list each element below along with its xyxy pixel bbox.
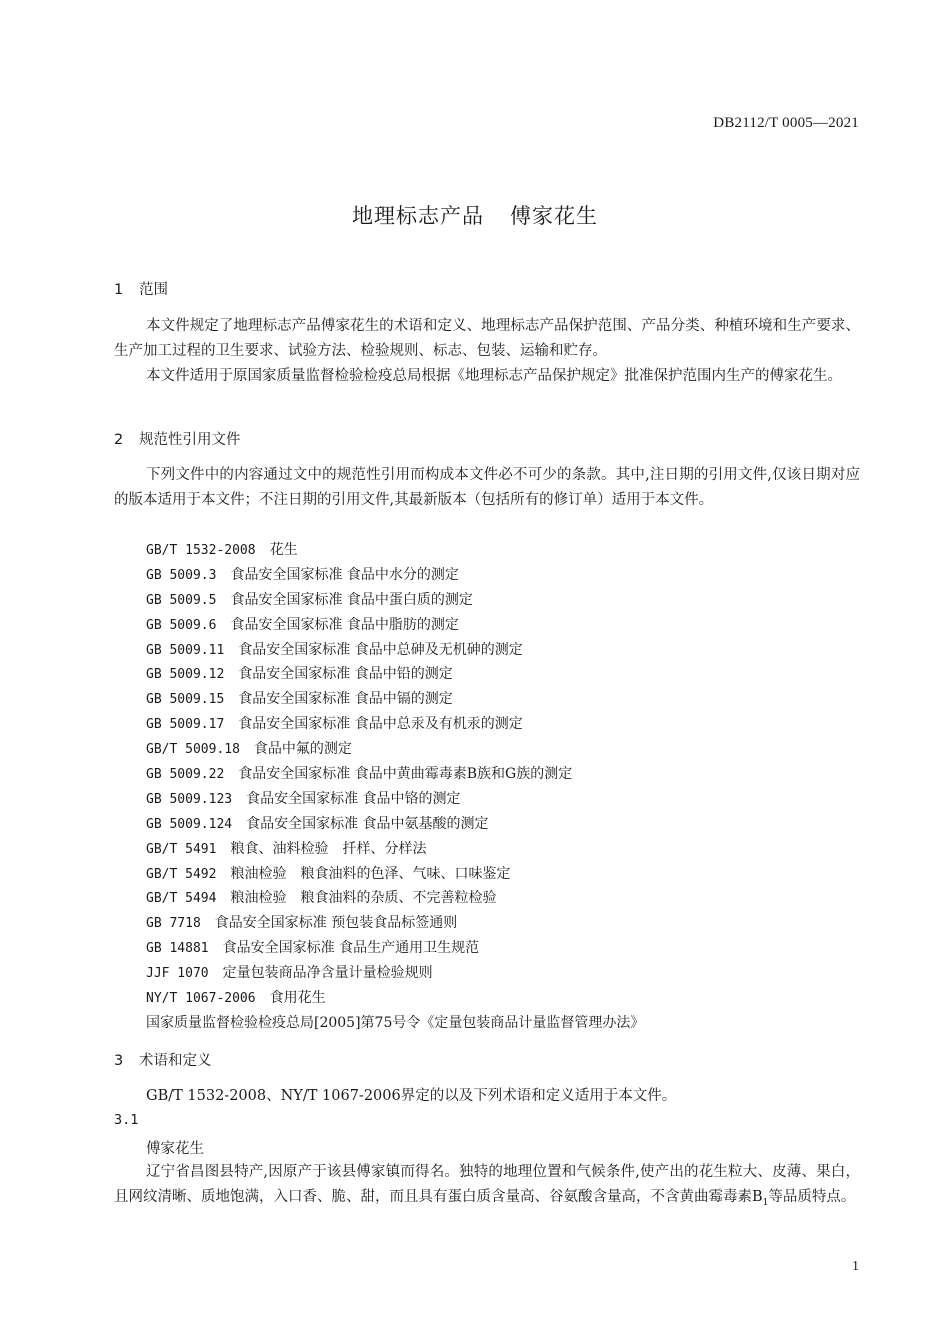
definition-text-end: 等品质特点。 — [768, 1189, 856, 1205]
reference-code: GB 5009.124 — [146, 816, 233, 832]
reference-title: 食品安全国家标准 预包装食品标签通则 — [214, 915, 458, 932]
reference-title: 食品安全国家标准 食品中总汞及有机汞的测定 — [238, 716, 523, 733]
title-part-1: 地理标志产品 — [352, 204, 484, 228]
section-1-heading — [114, 278, 168, 299]
reference-title: 食品安全国家标准 食品中铬的测定 — [246, 790, 461, 807]
reference-code: GB 5009.12 — [146, 667, 225, 683]
reference-item — [146, 538, 644, 563]
reference-code: GB 5009.6 — [146, 617, 217, 633]
reference-code: GB 5009.17 — [146, 717, 225, 733]
reference-title: 食品安全国家标准 食品中镉的测定 — [238, 691, 453, 708]
references-intro: 下列文件中的内容通过文中的规范性引用而构成本文件必不可少的条款。其中,注日期的引用文件,仅该日期对应的版本适用于本文件；不注日期的引用文件,其最新版本（包括所有的修订单）适用于本文件。 — [114, 467, 860, 508]
reference-item — [146, 986, 644, 1011]
reference-item — [146, 837, 644, 862]
standard-code: DB2112/T 0005—2021 — [713, 115, 859, 131]
reference-code: GB/T 5009.18 — [146, 742, 240, 758]
reference-title: 食品安全国家标准 食品中总砷及无机砷的测定 — [238, 641, 523, 658]
title-part-2: 傅家花生 — [510, 204, 598, 228]
reference-title: 食品安全国家标准 食品生产通用卫生规范 — [222, 940, 480, 957]
reference-item — [146, 638, 644, 663]
definition-text: 辽宁省昌图县特产,因原产于该县傅家镇而得名。独特的地理位置和气候条件,使产出的花生粒大、皮薄、果白，且网纹清晰、质地饱满，入口香、脆、甜，而且具有蛋白质含量高、谷氨酸含量高，不含黄曲霉毒素B — [114, 1164, 860, 1205]
reference-title: 粮食、油料检验 扦样、分样法 — [230, 840, 427, 857]
reference-title: 食品安全国家标准 食品中氨基酸的测定 — [246, 815, 489, 832]
reference-item — [146, 961, 644, 986]
reference-code: GB 5009.15 — [146, 692, 225, 708]
reference-item — [146, 662, 644, 687]
section-number: 2 — [114, 432, 124, 448]
reference-code: GB/T 5492 — [146, 866, 217, 882]
reference-title: 食品安全国家标准 食品中脂肪的测定 — [230, 616, 459, 633]
page-number: 1 — [852, 1259, 859, 1274]
reference-title: 食品安全国家标准 食品中铅的测定 — [238, 666, 453, 683]
reference-item — [146, 712, 644, 737]
section-number: 3 — [114, 1053, 124, 1069]
scope-paragraph-1: 本文件规定了地理标志产品傅家花生的术语和定义、地理标志产品保护范围、产品分类、种植环境和生产要求、生产加工过程的卫生要求、试验方法、检验规则、标志、包装、运输和贮存。 — [114, 318, 860, 359]
subsection-number: 3.1 — [114, 1112, 139, 1128]
section-number: 1 — [114, 282, 124, 298]
reference-title: 食品中氟的测定 — [253, 741, 352, 758]
document-title — [0, 200, 950, 230]
reference-item — [146, 936, 644, 961]
definition-subscript: 1 — [762, 1197, 769, 1208]
reference-item — [146, 613, 644, 638]
reference-code: GB/T 1532-2008 — [146, 543, 256, 558]
scope-paragraph-2: 本文件适用于原国家质量监督检验检疫总局根据《地理标志产品保护规定》批准保护范围内生产的傅家花生。 — [146, 368, 842, 384]
reference-title: 食用花生 — [269, 990, 326, 1007]
reference-title: 食品安全国家标准 食品中黄曲霉毒素B族和G族的测定 — [238, 766, 573, 783]
reference-item — [146, 563, 644, 588]
reference-title: 定量包装商品净含量计量检验规则 — [222, 965, 433, 982]
reference-code: GB 14881 — [146, 941, 209, 957]
reference-code: GB 5009.22 — [146, 767, 225, 783]
reference-title: 粮油检验 粮食油料的杂质、不完善粒检验 — [230, 890, 497, 907]
reference-code: GB 5009.11 — [146, 642, 225, 658]
terms-intro: GB/T 1532-2008、NY/T 1067-2006界定的以及下列术语和定义适用于本文件。 — [146, 1088, 677, 1104]
reference-code: GB 5009.5 — [146, 592, 217, 608]
section-2-heading — [114, 428, 241, 449]
reference-code: GB/T 5494 — [146, 891, 217, 907]
reference-item — [146, 762, 644, 787]
reference-item — [146, 687, 644, 712]
section-title: 术语和定义 — [139, 1053, 212, 1069]
reference-code: GB 5009.3 — [146, 567, 217, 583]
reference-code: NY/T 1067-2006 — [146, 991, 256, 1007]
reference-item — [146, 862, 644, 887]
reference-item — [146, 737, 644, 762]
reference-code: GB 7718 — [146, 916, 201, 932]
reference-title: 粮油检验 粮食油料的色泽、气味、口味鉴定 — [230, 865, 511, 882]
reference-list — [146, 538, 644, 1036]
reference-title: 食品安全国家标准 食品中水分的测定 — [230, 566, 459, 583]
section-title: 范围 — [139, 282, 168, 298]
reference-item — [146, 787, 644, 812]
reference-item — [146, 588, 644, 613]
reference-code: GB/T 5491 — [146, 841, 217, 857]
term-name: 傅家花生 — [146, 1141, 204, 1157]
term-definition — [114, 1160, 860, 1216]
reference-item — [146, 812, 644, 837]
section-3-heading — [114, 1049, 212, 1070]
reference-title: 花生 — [269, 542, 298, 558]
reference-item — [146, 886, 644, 911]
reference-item — [146, 1011, 644, 1036]
reference-title: 食品安全国家标准 食品中蛋白质的测定 — [230, 591, 473, 608]
reference-item — [146, 911, 644, 936]
reference-code: JJF 1070 — [146, 966, 209, 982]
reference-title: 国家质量监督检验检疫总局[2005]第75号令《定量包装商品计量监督管理办法》 — [146, 1014, 645, 1031]
section-title: 规范性引用文件 — [139, 432, 241, 448]
reference-code: GB 5009.123 — [146, 791, 233, 807]
